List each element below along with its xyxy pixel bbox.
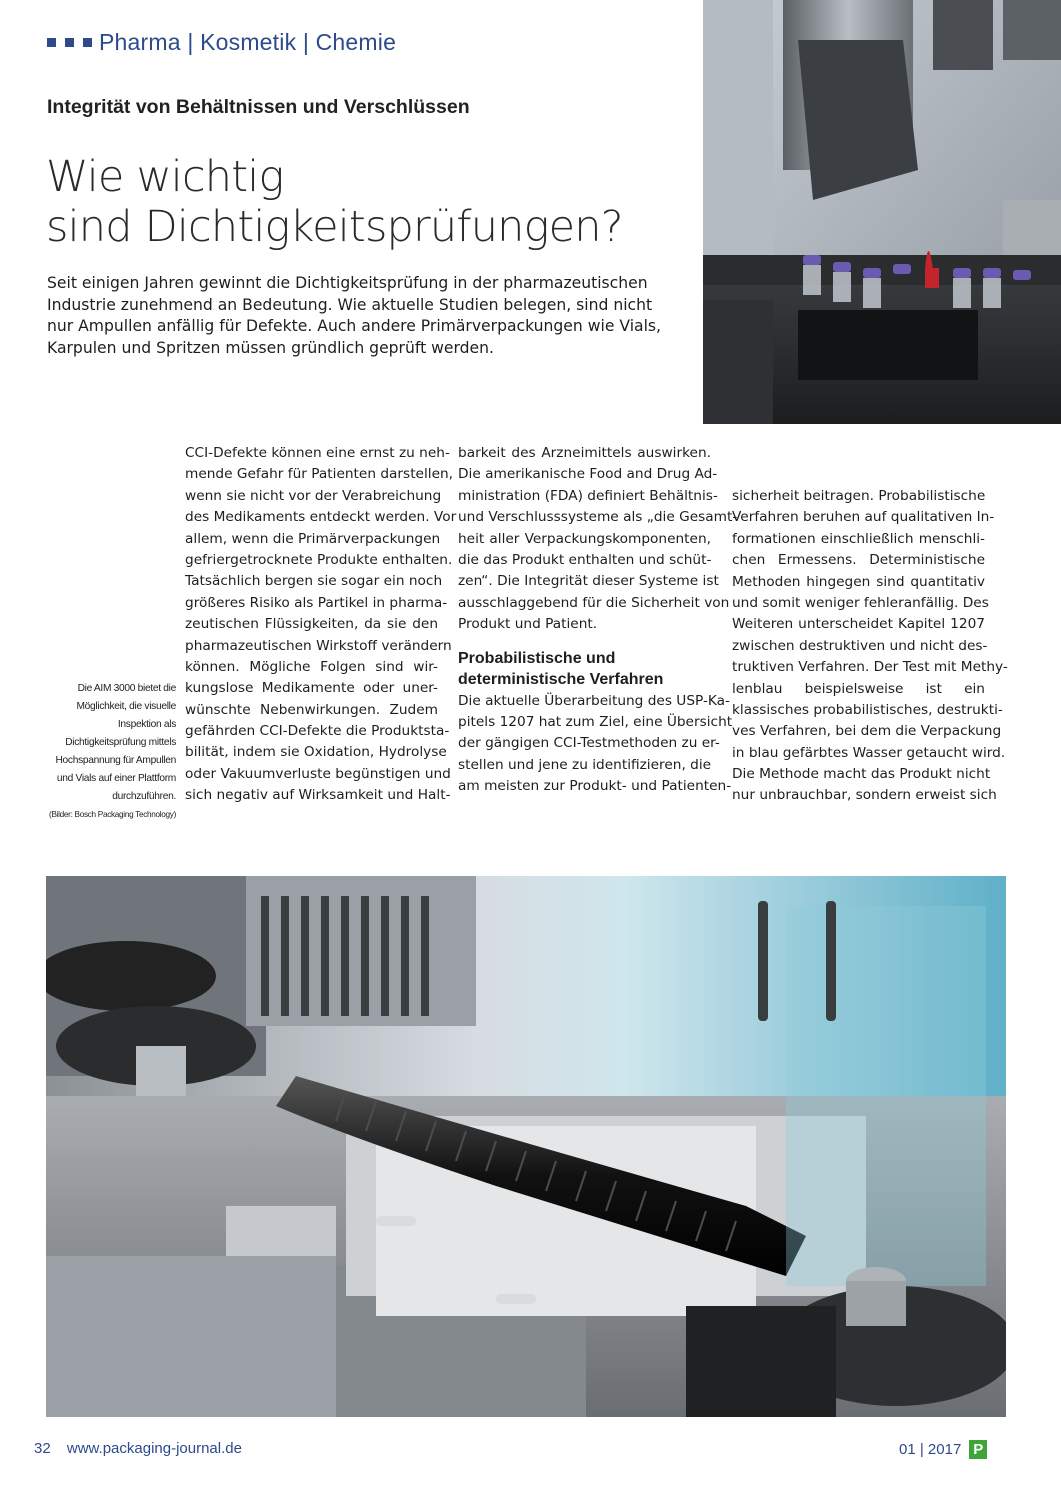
text-line: CCI-Defekte können eine ernst zu neh- <box>185 445 450 461</box>
text-line: stellen und jene zu identifizieren, die <box>458 756 712 773</box>
text-column-3 <box>732 486 1008 807</box>
subheading-line-1: Probabilistische und <box>458 649 616 667</box>
text-line: Methoden hingegen sind quantitativ <box>732 573 985 590</box>
text-line: Weiteren unterscheidet Kapitel 1207 <box>732 616 985 633</box>
text-line: formationen einschließlich menschli- <box>732 530 985 547</box>
text-line: wünschte Nebenwirkungen. Zudem <box>185 701 438 718</box>
text-line: zeutischen Flüssigkeiten, da sie den <box>185 616 438 633</box>
magazine-logo-icon: P <box>969 1440 987 1459</box>
text-line: oder Vakuumverluste begünstigen und <box>185 765 451 782</box>
text-line: kungslose Medikamente oder uner- <box>185 680 438 697</box>
caption-text: Die AIM 3000 bietet die Möglichkeit, die visuelle Inspektion als Dichtigkeitsprüfung mittels Hochspannung für Ampullen und Vials auf einer Plattform durchzuführen. <box>55 683 176 802</box>
headline-line-2: sind Dichtigkeitsprüfungen? <box>46 202 623 252</box>
article-headline <box>46 152 696 252</box>
machine-photo-bottom <box>46 876 1006 1417</box>
section-line <box>47 28 396 56</box>
text-line: ausschlaggebend für die Sicherheit von <box>458 594 730 611</box>
issue-label: 01 | 2017 <box>899 1441 962 1458</box>
text-line: pharmazeutischen Wirkstoff verändern <box>185 637 452 654</box>
text-line: sich negativ auf Wirksamkeit und Halt- <box>185 787 451 804</box>
text-line: am meisten zur Produkt- und Patienten- <box>458 778 732 795</box>
text-line: barkeit des Arzneimittels auswirken. <box>458 445 711 461</box>
square-bullet-icon <box>47 38 56 47</box>
article-lead: Seit einigen Jahren gewinnt die Dichtigkeitsprüfung in der pharmazeutischen Industrie zunehmend an Bedeutung. Wie aktuelle Studien belegen, sind nicht nur Ampullen anfällig für Defekte. Auch andere Primärverpackungen wie Vials, Karpulen und Spritzen müssen gründlich geprüft werden. <box>47 274 662 357</box>
footer-left <box>34 1440 242 1457</box>
machine-photo-top <box>703 0 1061 424</box>
photo-caption <box>40 680 176 824</box>
article-kicker: Integrität von Behältnissen und Verschlüssen <box>47 96 470 118</box>
text-line: Produkt und Patient. <box>458 616 598 633</box>
text-line: mende Gefahr für Patienten darstellen, <box>185 466 454 483</box>
footer-right <box>899 1440 987 1459</box>
paragraph-gap <box>458 636 711 648</box>
text-line: klassisches probabilistisches, destrukti- <box>732 701 1003 718</box>
text-line: ves Verfahren, bei dem die Verpackung <box>732 723 1002 740</box>
text-line: sicherheit beitragen. Probabilistische <box>732 488 986 504</box>
text-line: wenn sie nicht vor der Verabreichung <box>185 487 442 504</box>
text-line: heit aller Verpackungskomponenten, <box>458 530 711 547</box>
text-line: truktiven Verfahren. Der Test mit Methy- <box>732 659 1008 676</box>
section-label: Pharma | Kosmetik | Chemie <box>99 28 397 55</box>
text-line: des Medikaments entdeckt werden. Vor <box>185 509 457 526</box>
text-line: und Verschlusssysteme als „die Gesamt- <box>458 509 738 526</box>
text-line: größeres Risiko als Partikel in pharma- <box>185 594 448 611</box>
text-line: Die aktuelle Überarbeitung des USP-Ka- <box>458 692 730 709</box>
text-column-2 <box>458 443 738 798</box>
photo-credit: (Bilder: Bosch Packaging Technology) <box>49 810 176 819</box>
text-line: allem, wenn die Primärverpackungen <box>185 530 441 547</box>
text-line: ministration (FDA) definiert Behältnis- <box>458 487 718 504</box>
text-line: und somit weniger fehleranfällig. Des <box>732 594 989 611</box>
text-line: können. Mögliche Folgen sind wir- <box>185 658 438 675</box>
text-line: in blau gefärbtes Wasser getaucht wird. <box>732 744 1006 761</box>
text-line: lenblau beispielsweise ist ein <box>732 680 985 697</box>
text-line: nur unbrauchbar, sondern erweist sich <box>732 787 997 804</box>
text-line: gefriergetrocknete Produkte enthalten. <box>185 551 453 568</box>
text-line: chen Ermessens. Deterministische <box>732 552 985 569</box>
text-line: bilität, indem sie Oxidation, Hydrolyse <box>185 744 447 761</box>
text-line: Die amerikanische Food and Drug Ad- <box>458 466 718 483</box>
text-line: Tatsächlich bergen sie sogar ein noch <box>185 573 443 590</box>
text-line: Verfahren beruhen auf qualitativen In- <box>732 509 995 526</box>
text-line: gefährden CCI-Defekte die Produktsta- <box>185 723 450 740</box>
text-line: zen“. Die Integrität dieser Systeme ist <box>458 573 719 590</box>
text-line: zwischen destruktiven und nicht des- <box>732 637 988 654</box>
subheading-line-2: deterministische Verfahren <box>458 671 664 689</box>
text-line: Die Methode macht das Produkt nicht <box>732 766 991 783</box>
text-column-1 <box>185 443 457 807</box>
page-number: 32 <box>34 1440 51 1457</box>
square-bullet-icon <box>83 38 92 47</box>
text-line: der gängigen CCI-Testmethoden zu er- <box>458 735 720 752</box>
headline-line-1: Wie wichtig <box>46 152 284 202</box>
text-line: pitels 1207 hat zum Ziel, eine Übersicht <box>458 714 733 731</box>
text-line: die das Produkt enthalten und schüt- <box>458 551 712 568</box>
square-bullet-icon <box>65 38 74 47</box>
website-link[interactable]: www.packaging-journal.de <box>66 1440 242 1457</box>
